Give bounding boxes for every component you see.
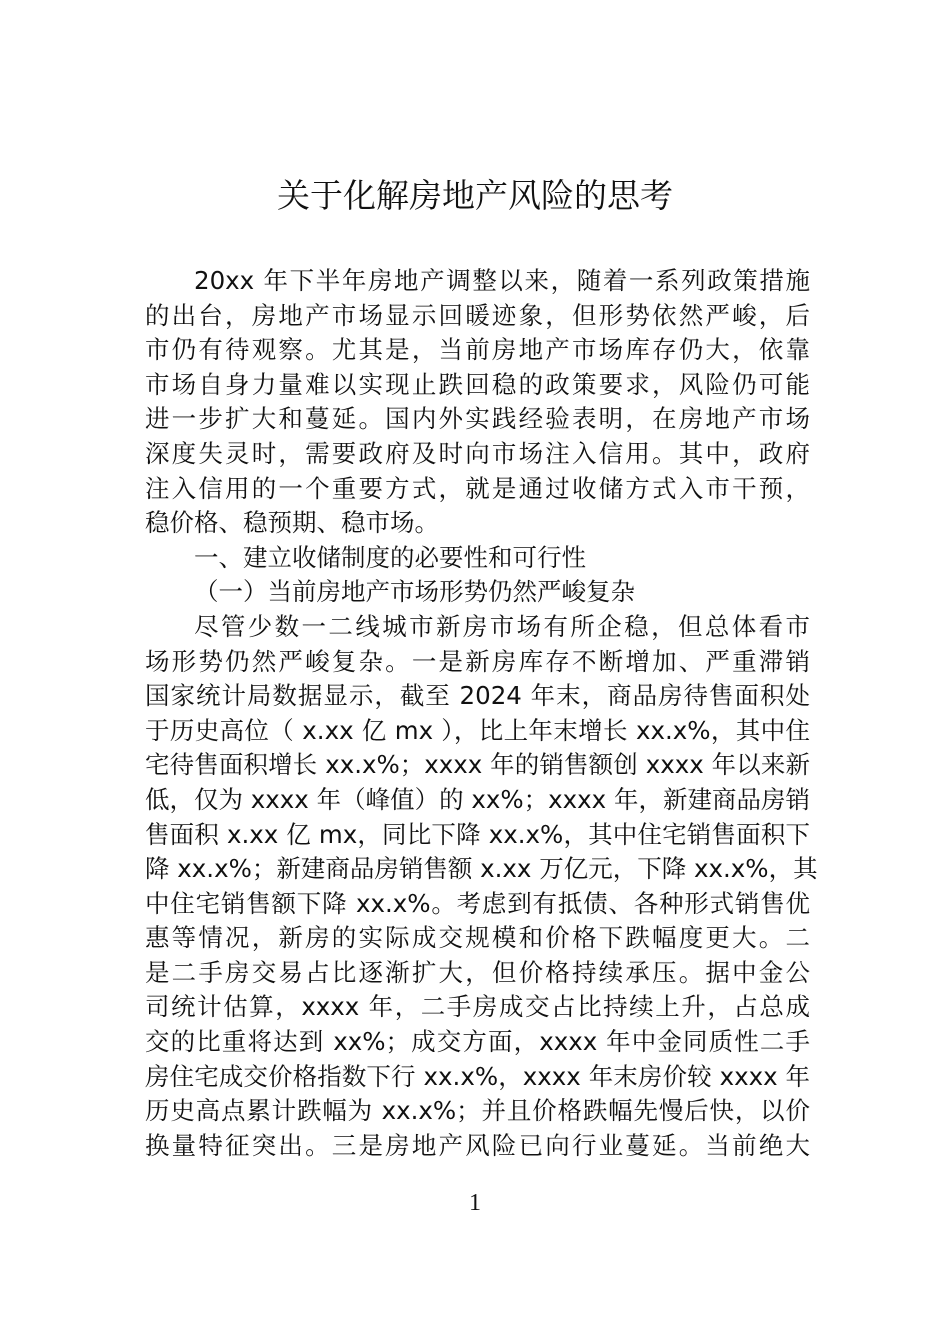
- paragraph-line: 深度失灵时，需要政府及时向市场注入信用。其中，政府: [145, 438, 810, 468]
- paragraph-line: 售面积 x.xx 亿 mx，同比下降 xx.x%，其中住宅销售面积下: [145, 819, 810, 849]
- paragraph-line: 的出台，房地产市场显示回暖迹象，但形势依然严峻，后: [145, 300, 810, 330]
- paragraph-line: 司统计估算，xxxx 年，二手房成交占比持续上升，占总成: [145, 992, 810, 1022]
- paragraph-line: 市仍有待观察。尤其是，当前房地产市场库存仍大，依靠: [145, 335, 810, 365]
- paragraph-line: 注入信用的一个重要方式，就是通过收储方式入市干预，: [145, 473, 810, 503]
- paragraph-line: 历史高点累计跌幅为 xx.x%；并且价格跌幅先慢后快，以价: [145, 1096, 810, 1126]
- paragraph-line: 于历史高位（ x.xx 亿 mx ），比上年末增长 xx.x%，其中住: [145, 715, 810, 745]
- paragraph-line: 20xx 年下半年房地产调整以来，随着一系列政策措施: [194, 266, 810, 295]
- document-body: [145, 264, 818, 1163]
- paragraph-line: 市场自身力量难以实现止跌回稳的政策要求，风险仍可能: [145, 369, 810, 399]
- paragraph-line: 稳价格、稳预期、稳市场。: [145, 508, 439, 538]
- paragraph-line: 惠等情况，新房的实际成交规模和价格下跌幅度更大。二: [145, 923, 810, 953]
- paragraph-line: 场形势仍然严峻复杂。一是新房库存不断增加、严重滞销: [145, 646, 810, 676]
- paragraph-line: 降 xx.x%；新建商品房销售额 x.xx 万亿元，下降 xx.x%，其: [145, 854, 818, 884]
- paragraph-line: 交的比重将达到 xx%；成交方面，xxxx 年中金同质性二手: [145, 1027, 810, 1057]
- paragraph-line: 换量特征突出。三是房地产风险已向行业蔓延。当前绝大: [145, 1130, 810, 1160]
- paragraph-line: 尽管少数一二线城市新房市场有所企稳，但总体看市: [194, 611, 810, 641]
- section-heading: 一、建立收储制度的必要性和可行性: [194, 542, 586, 572]
- paragraph-line: 进一步扩大和蔓延。国内外实践经验表明，在房地产市场: [145, 404, 810, 434]
- document-title: 关于化解房地产风险的思考: [277, 176, 673, 215]
- page-number: 1: [469, 1190, 481, 1216]
- paragraph-line: 是二手房交易占比逐渐扩大，但价格持续承压。据中金公: [145, 957, 810, 987]
- paragraph-line: 宅待售面积增长 xx.x%；xxxx 年的销售额创 xxxx 年以来新: [145, 750, 810, 780]
- paragraph-line: 房住宅成交价格指数下行 xx.x%，xxxx 年末房价较 xxxx 年: [145, 1061, 810, 1091]
- paragraph-line: 低，仅为 xxxx 年（峰值）的 xx%；xxxx 年，新建商品房销: [145, 784, 810, 814]
- subsection-heading: （一）当前房地产市场形势仍然严峻复杂: [194, 577, 635, 607]
- paragraph-line: 中住宅销售额下降 xx.x%。考虑到有抵债、各种形式销售优: [145, 888, 810, 918]
- paragraph-line: 国家统计局数据显示，截至 2024 年末，商品房待售面积处: [145, 681, 810, 711]
